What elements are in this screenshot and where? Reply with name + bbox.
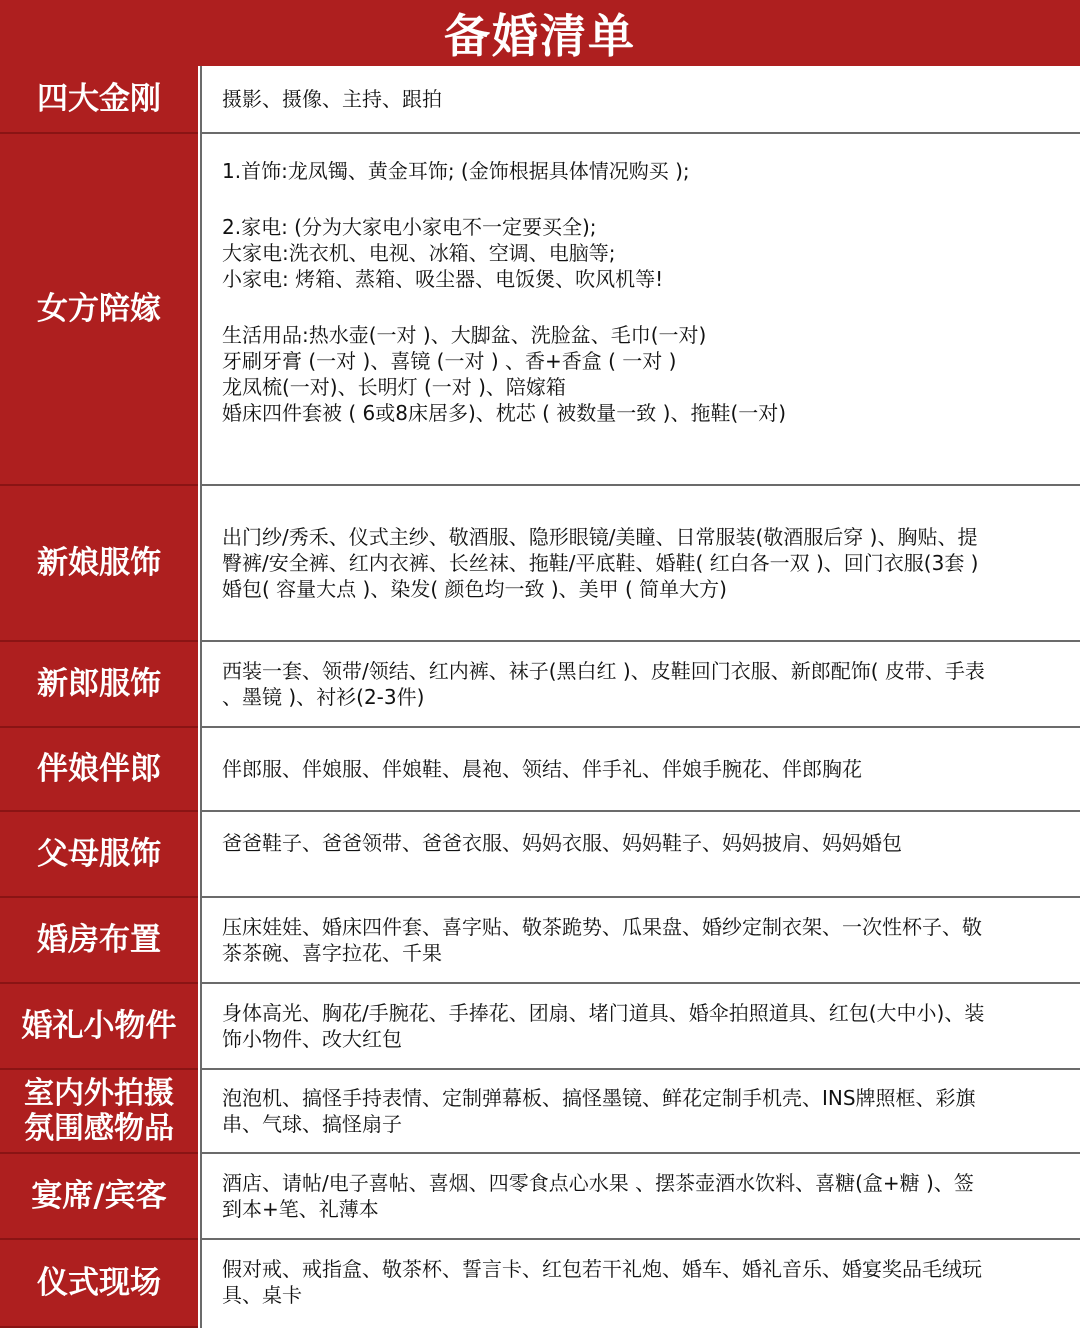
- content-line: 摄影、摄像、主持、跟拍: [222, 87, 442, 111]
- content-line: 伴郎服、伴娘服、伴娘鞋、晨袍、领结、伴手礼、伴娘手腕花、伴郎胸花: [222, 757, 862, 781]
- row-dowry: [0, 134, 1080, 486]
- row-photo-props: [0, 1070, 1080, 1154]
- row-content: [200, 66, 1080, 134]
- content-line: 大家电:洗衣机、电视、冰箱、空调、电脑等;: [222, 241, 616, 265]
- content-line: 饰小物件、改大红包: [222, 1027, 402, 1051]
- row-banquet-guests: [0, 1154, 1080, 1240]
- checklist-table: [0, 66, 1080, 1328]
- page-title: 备婚清单: [0, 0, 1080, 66]
- content-line: 泡泡机、搞怪手持表情、定制弹幕板、搞怪墨镜、鲜花定制手机壳、INS牌照框、彩旗: [222, 1086, 976, 1110]
- row-content: [200, 984, 1080, 1070]
- content-line: 1.首饰:龙凤镯、黄金耳饰; (金饰根据具体情况购买 );: [222, 159, 690, 183]
- content-line: 西装一套、领带/领结、红内裤、袜子(黑白红 )、皮鞋回门衣服、新郎配饰( 皮带、手表: [222, 659, 985, 683]
- row-label: 四大金刚: [0, 66, 198, 134]
- content-line: 出门纱/秀禾、仪式主纱、敬酒服、隐形眼镜/美瞳、日常服装(敬酒服后穿 )、胸贴、提: [222, 525, 978, 549]
- row-content: [200, 1154, 1080, 1240]
- row-room-decor: [0, 898, 1080, 984]
- content-line: 酒店、请帖/电子喜帖、喜烟、四零食点心水果 、摆茶壶酒水饮料、喜糖(盒+糖 )、签: [222, 1171, 974, 1195]
- row-content: [200, 642, 1080, 728]
- row-label: 父母服饰: [0, 812, 198, 898]
- content-line: 具、桌卡: [222, 1283, 302, 1307]
- row-content: [200, 728, 1080, 812]
- content-line: 、墨镜 )、衬衫(2-3件): [222, 685, 425, 709]
- row-content: [200, 812, 1080, 898]
- content-line: 小家电: 烤箱、蒸箱、吸尘器、电饭煲、吹风机等!: [222, 267, 664, 291]
- content-line: 龙凤梳(一对)、长明灯 (一对 )、陪嫁箱: [222, 375, 566, 399]
- row-label: 婚房布置: [0, 898, 198, 984]
- row-content: [200, 898, 1080, 984]
- row-label: 宴席/宾客: [0, 1154, 198, 1240]
- row-label: 室内外拍摄 氛围感物品: [0, 1070, 198, 1154]
- content-line: 假对戒、戒指盒、敬茶杯、誓言卡、红包若干礼炮、婚车、婚礼音乐、婚宴奖品毛绒玩: [222, 1257, 982, 1281]
- row-content: [200, 486, 1080, 642]
- row-bride-attire: [0, 486, 1080, 642]
- row-four-vendors: [0, 66, 1080, 134]
- content-line: 2.家电: (分为大家电小家电不一定要买全);: [222, 215, 597, 239]
- content-line: 爸爸鞋子、爸爸领带、爸爸衣服、妈妈衣服、妈妈鞋子、妈妈披肩、妈妈婚包: [222, 831, 902, 855]
- content-line: 茶茶碗、喜字拉花、千果: [222, 941, 442, 965]
- row-parents-attire: [0, 812, 1080, 898]
- content-line: 牙刷牙膏 (一对 )、喜镜 (一对 ) 、香+香盒 ( 一对 ): [222, 349, 677, 373]
- row-label: 婚礼小物件: [0, 984, 198, 1070]
- row-label: 女方陪嫁: [0, 134, 198, 486]
- row-content: [200, 134, 1080, 486]
- content-line: 臀裤/安全裤、红内衣裤、长丝袜、拖鞋/平底鞋、婚鞋( 红白各一双 )、回门衣服(3套 ): [222, 551, 979, 575]
- row-label: 新郎服饰: [0, 642, 198, 728]
- row-wedding-items: [0, 984, 1080, 1070]
- content-line: 身体高光、胸花/手腕花、手捧花、团扇、堵门道具、婚伞拍照道具、红包(大中小)、装: [222, 1001, 985, 1025]
- row-content: [200, 1240, 1080, 1328]
- content-line: 串、气球、搞怪扇子: [222, 1112, 402, 1136]
- content-line: 到本+笔、礼薄本: [222, 1197, 379, 1221]
- row-label: 新娘服饰: [0, 486, 198, 642]
- row-groom-attire: [0, 642, 1080, 728]
- row-ceremony-site: [0, 1240, 1080, 1328]
- row-label: 伴娘伴郎: [0, 728, 198, 812]
- row-content: [200, 1070, 1080, 1154]
- row-label: 仪式现场: [0, 1240, 198, 1328]
- content-line: 婚床四件套被 ( 6或8床居多)、枕芯 ( 被数量一致 )、拖鞋(一对): [222, 401, 787, 425]
- content-line: 压床娃娃、婚床四件套、喜字贴、敬茶跪势、瓜果盘、婚纱定制衣架、一次性杯子、敬: [222, 915, 982, 939]
- content-line: 生活用品:热水壶(一对 )、大脚盆、洗脸盆、毛巾(一对): [222, 323, 707, 347]
- row-bridal-party: [0, 728, 1080, 812]
- content-line: 婚包( 容量大点 )、染发( 颜色均一致 )、美甲 ( 简单大方): [222, 577, 727, 601]
